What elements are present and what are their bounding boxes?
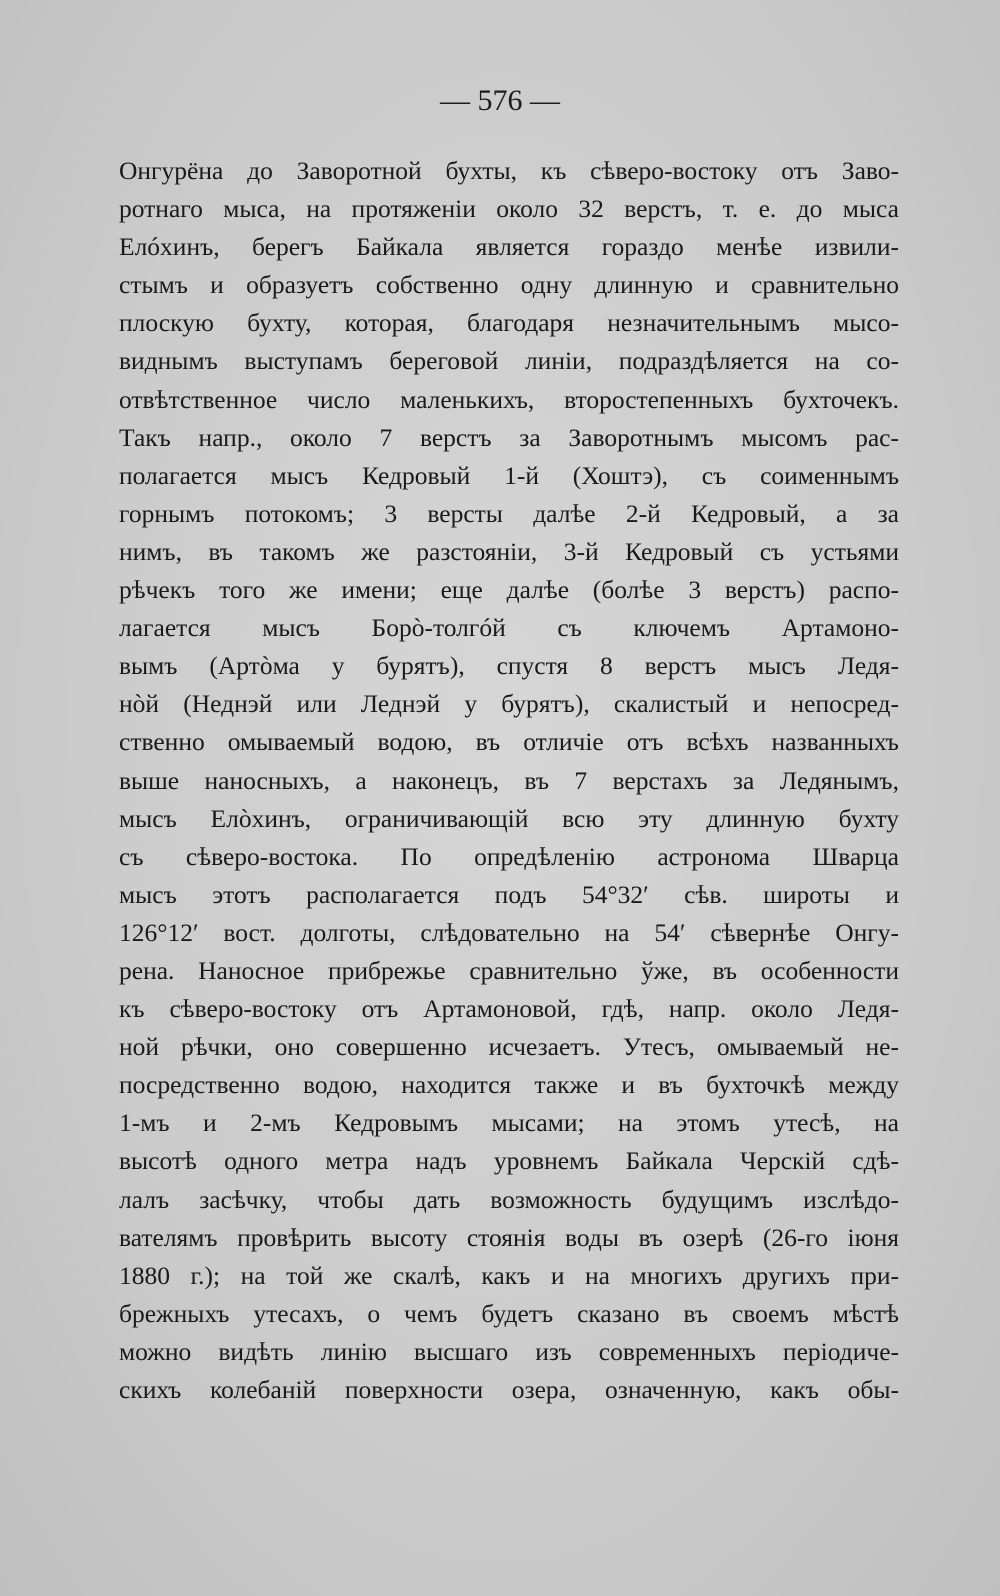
text-line-5: плоскую бухту, которая, благодаря незначительнымъ мысо- — [119, 308, 899, 338]
text-line-8: Такъ напр., около 7 верстъ за Заворотнымъ мысомъ рас- — [119, 422, 899, 452]
text-line-27: высотѣ одного метра надъ уровнемъ Байкала Черскій сдѣ- — [119, 1146, 899, 1176]
text-line-9: полагается мысъ Кедровый 1-й (Хоштэ), съ соименнымъ — [119, 460, 899, 490]
text-line-17: выше наносныхъ, а наконецъ, въ 7 верстахъ за Ледянымъ, — [119, 765, 899, 795]
body-text — [119, 152, 899, 1409]
text-line-6: виднымъ выступамъ береговой линіи, подраздѣляется на со- — [119, 346, 899, 376]
text-line-21: 126°12′ вост. долготы, слѣдовательно на 54′ сѣвернѣе Онгу- — [119, 917, 899, 947]
text-line-32: можно видѣть линію высшаго изъ современныхъ періодиче- — [119, 1336, 899, 1366]
text-line-10: горнымъ потокомъ; 3 версты далѣе 2-й Кедровый, а за — [119, 498, 899, 528]
text-line-31: брежныхъ утесахъ, о чемъ будетъ сказано въ своемъ мѣстѣ — [119, 1298, 899, 1328]
text-line-24: ной рѣчки, оно совершенно исчезаетъ. Утесъ, омываемый не- — [119, 1032, 899, 1062]
text-line-26: 1-мъ и 2-мъ Кедровымъ мысами; на этомъ утесѣ, на — [119, 1108, 899, 1138]
text-line-20: мысъ этотъ располагается подъ 54°32′ сѣв. широты и — [119, 879, 899, 909]
text-line-13: лагается мысъ Борò-толгóй съ ключемъ Артамоно- — [119, 613, 899, 643]
text-line-29: вателямъ провѣрить высоту стоянія воды въ озерѣ (26-го іюня — [119, 1222, 899, 1252]
text-line-16: ственно омываемый водою, въ отличіе отъ всѣхъ названныхъ — [119, 727, 899, 757]
text-line-4: стымъ и образуетъ собственно одну длинную и сравнительно — [119, 270, 899, 300]
page-number: — 576 — — [440, 84, 560, 117]
text-line-11: нимъ, въ такомъ же разстояніи, 3-й Кедровый съ устьями — [119, 536, 899, 566]
text-line-18: мысъ Елòхинъ, ограничивающій всю эту длинную бухту — [119, 803, 899, 833]
text-line-15: нòй (Неднэй или Леднэй у бурятъ), скалистый и непосред- — [119, 689, 899, 719]
text-line-2: ротнаго мыса, на протяженіи около 32 верстъ, т. е. до мыса — [119, 194, 899, 224]
text-line-30: 1880 г.); на той же скалѣ, какъ и на многихъ другихъ при- — [119, 1260, 899, 1290]
text-line-3: Елóхинъ, берегъ Байкала является гораздо менѣе извили- — [119, 232, 899, 262]
text-line-28: лалъ засѣчку, чтобы дать возможность будущимъ изслѣдо- — [119, 1184, 899, 1214]
text-line-23: къ сѣверо-востоку отъ Артамоновой, гдѣ, напр. около Ледя- — [119, 994, 899, 1024]
text-line-25: посредственно водою, находится также и въ бухточкѣ между — [119, 1070, 899, 1100]
text-line-22: рена. Наносное прибрежье сравнительно ўже, въ особенности — [119, 955, 899, 985]
text-line-12: рѣчекъ того же имени; еще далѣе (болѣе 3 верстъ) распо- — [119, 575, 899, 605]
text-line-33: скихъ колебаній поверхности озера, означенную, какъ обы- — [119, 1375, 899, 1404]
text-line-1: Онгурёна до Заворотной бухты, къ сѣверо-востоку отъ Заво- — [119, 156, 899, 185]
text-line-7: отвѣтственное число маленькихъ, второстепенныхъ бухточекъ. — [119, 384, 899, 414]
text-line-19: съ сѣверо-востока. По опредѣленію астронома Шварца — [119, 841, 899, 871]
text-line-14: вымъ (Артòма у бурятъ), спустя 8 верстъ мысъ Ледя- — [119, 651, 899, 681]
